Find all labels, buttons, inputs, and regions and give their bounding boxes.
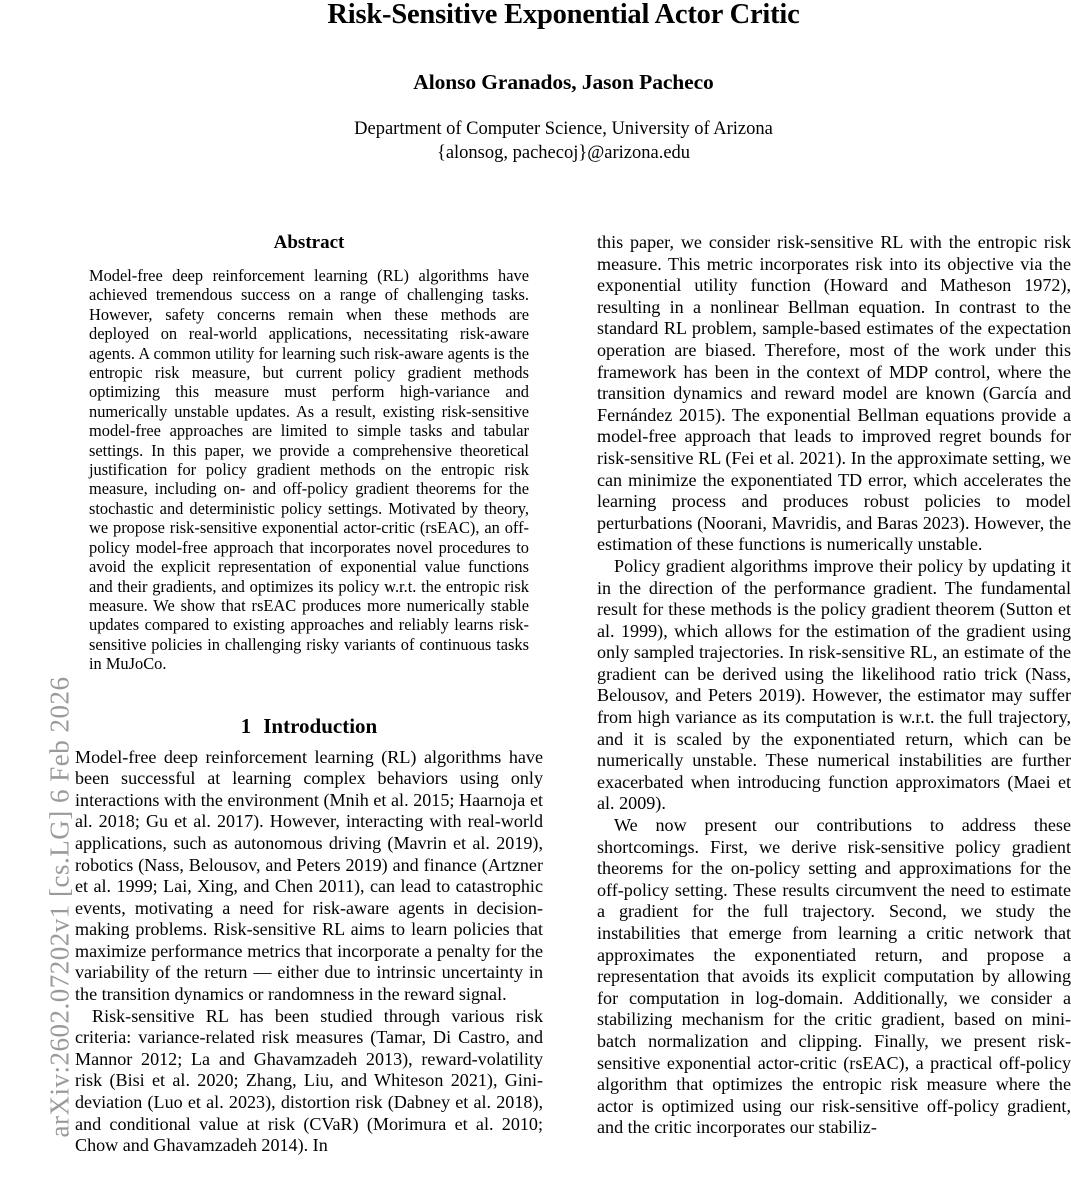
- abstract-section: [89, 232, 529, 674]
- author-list: Alonso Granados, Jason Pacheco: [413, 70, 714, 94]
- contact-email: {alonsog, pachecoj}@arizona.edu: [436, 143, 691, 163]
- paragraph-right-2: Policy gradient algorithms improve their policy by updating it in the direction of the performance gradient. The fundamental result for these methods is the policy gradient theorem (Sutton et al. 1999), which allows for the estimation of the gradient using only sampled trajectories. In risk-sensitive RL, an estimate of the gradient can be derived using the likelihood ratio trick (Nass, Belousov, and Peters 2019). However, the estimator may suffer from high variance as its computation is w.r.t. the full trajectory, and it is scaled by the exponentiated return, which can be numerically unstable. These numerical instabilities are further exacerbated when introducing function approximators (Maei et al. 2009).: [597, 555, 1071, 814]
- page-title: Risk-Sensitive Exponential Actor Critic: [327, 0, 800, 30]
- column-left: [75, 232, 543, 1157]
- column-right: [597, 232, 1071, 1139]
- affiliation: Department of Computer Science, University of Arizona: [354, 119, 773, 139]
- paragraph-intro-1: Model-free deep reinforcement learning (RL) algorithms have been successful at learning complex behaviors using only interactions with the environment (Mnih et al. 2015; Haarnoja et al. 2018; Gu et al. 2017). However, interacting with real-world applications, such as autonomous driving (Mavrin et al. 2019), robotics (Nass, Belousov, and Peters 2019) and finance (Artzner et al. 1999; Lai, Xing, and Chen 2011), can lead to catastrophic events, motivating a need for risk-aware agents in decision-making problems. Risk-sensitive RL aims to learn policies that maximize performance metrics that incorporate a penalty for the variability of the return — either due to intrinsic uncertainty in the transition dynamics or randomness in the reward signal.: [75, 746, 543, 1005]
- paragraph-right-1: this paper, we consider risk-sensitive RL with the entropic risk measure. This metric incorporates risk into its objective via the exponential utility function (Howard and Matheson 1972), resulting in a nonlinear Bellman equation. In contrast to the standard RL problem, sample-based estimates of the expectation operation are biased. Therefore, most of the work under this framework has been in the context of MDP control, where the transition dynamics and reward model are known (García and Fernández 2015). The exponential Bellman equations provide a model-free approach that leads to improved regret bounds for risk-sensitive RL (Fei et al. 2021). In the approximate setting, we can minimize the exponentiated TD error, which accelerates the learning process and produces robust policies to model perturbations (Noorani, Mavridis, and Baras 2023). However, the estimation of these functions is numerically unstable.: [597, 232, 1071, 555]
- paragraph-right-3: We now present our contributions to address these shortcomings. First, we derive risk-sensitive policy gradient theorems for the on-policy setting and approximations for the off-policy setting. These results circumvent the need to estimate a gradient for the full trajectory. Second, we study the instabilities that emerge from learning a critic network that approximates the exponentiated return, and propose a representation that avoids its explicit computation by allowing for computation in log-domain. Additionally, we consider a stabilizing mechanism for the critic gradient, based on mini-batch normalization and clipping. Finally, we present risk-sensitive exponential actor-critic (rsEAC), a practical off-policy algorithm that optimizes the entropic risk measure where the actor is optimized using our risk-sensitive off-policy gradient, and the critic incorporates our stabiliz-: [597, 815, 1071, 1138]
- paragraph-intro-2: Risk-sensitive RL has been studied through various risk criteria: variance-related risk measures (Tamar, Di Castro, and Mannor 2012; La and Ghavamzadeh 2013), reward-volatility risk (Bisi et al. 2020; Zhang, Liu, and Whiteson 2021), Gini-deviation (Luo et al. 2023), distortion risk (Dabney et al. 2018), and conditional value at risk (CVaR) (Morimura et al. 2010; Chow and Ghavamzadeh 2014). In: [75, 1005, 543, 1156]
- abstract-body: Model-free deep reinforcement learning (RL) algorithms have achieved tremendous success on a range of challenging tasks. However, safety concerns remain when these methods are deployed on real-world applications, necessitating risk-aware agents. A common utility for learning such risk-aware agents is the entropic risk measure, but current policy gradient methods optimizing this measure must perform high-variance and numerically unstable updates. As a result, existing risk-sensitive model-free approaches are limited to simple tasks and tabular settings. In this paper, we provide a comprehensive theoretical justification for policy gradient methods on the entropic risk measure, including on- and off-policy gradient theorems for the stochastic and deterministic policy settings. Motivated by theory, we propose risk-sensitive exponential actor-critic (rsEAC), an off-policy model-free approach that incorporates novel procedures to avoid the explicit representation of exponential value functions and their gradients, and optimizes its policy w.r.t. the entropic risk measure. We show that rsEAC produces more numerically stable updates compared to existing approaches and reliably learns risk-sensitive policies in challenging risky variants of continuous tasks in MuJoCo.: [89, 266, 529, 674]
- paper-header: [56, 0, 1071, 165]
- section-number: 1: [240, 713, 252, 738]
- section-title: Introduction: [263, 713, 378, 738]
- arxiv-stamp-text: arXiv:2602.07202v1 [cs.LG] 6 Feb 2026: [44, 676, 75, 1138]
- section-heading-introduction: [75, 714, 543, 739]
- abstract-heading: Abstract: [273, 232, 345, 253]
- arxiv-stamp: [0, 0, 75, 1200]
